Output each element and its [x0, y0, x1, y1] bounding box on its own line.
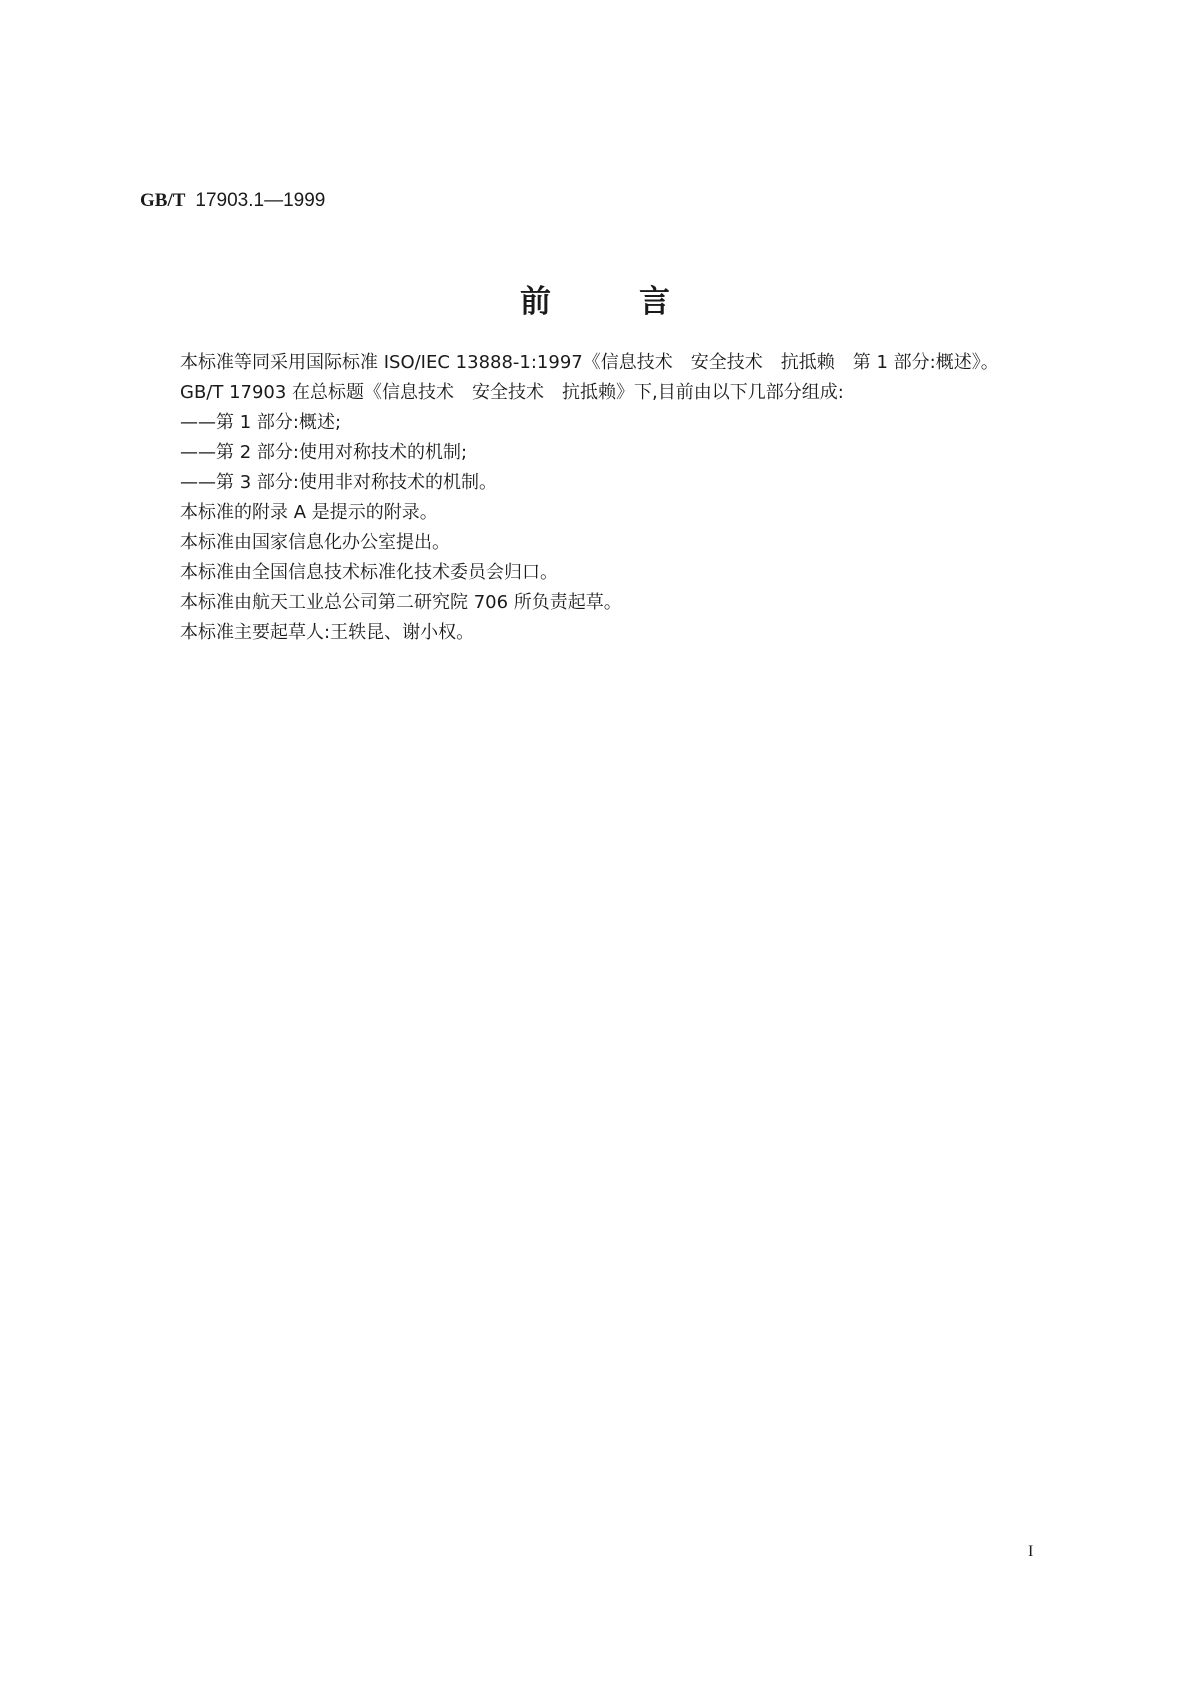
page-title: 前言 [520, 284, 758, 320]
standard-code [140, 188, 325, 213]
paragraph-parts-intro: GB/T 17903 在总标题《信息技术 安全技术 抗抵赖》下,目前由以下几部分组成: [180, 382, 844, 403]
foreword-body [140, 348, 1065, 648]
paragraph-drafters: 本标准主要起草人:王轶昆、谢小权。 [180, 622, 475, 643]
page-number: I [1028, 1543, 1034, 1560]
list-item-part-2: ——第 2 部分:使用对称技术的机制; [180, 442, 468, 463]
paragraph-annex: 本标准的附录 A 是提示的附录。 [180, 502, 438, 523]
standard-number: 17903.1—1999 [195, 190, 326, 211]
standard-prefix: GB/T [140, 190, 186, 211]
paragraph-proposer: 本标准由国家信息化办公室提出。 [180, 532, 450, 553]
paragraph-adoption: 本标准等同采用国际标准 ISO/IEC 13888-1:1997《信息技术 安全技术 抗抵赖 第 1 部分:概述》。 [180, 352, 999, 373]
paragraph-committee: 本标准由全国信息技术标准化技术委员会归口。 [180, 562, 558, 583]
list-item-part-1: ——第 1 部分:概述; [180, 412, 342, 433]
paragraph-drafting-unit: 本标准由航天工业总公司第二研究院 706 所负责起草。 [180, 592, 622, 613]
list-item-part-3: ——第 3 部分:使用非对称技术的机制。 [180, 472, 497, 493]
